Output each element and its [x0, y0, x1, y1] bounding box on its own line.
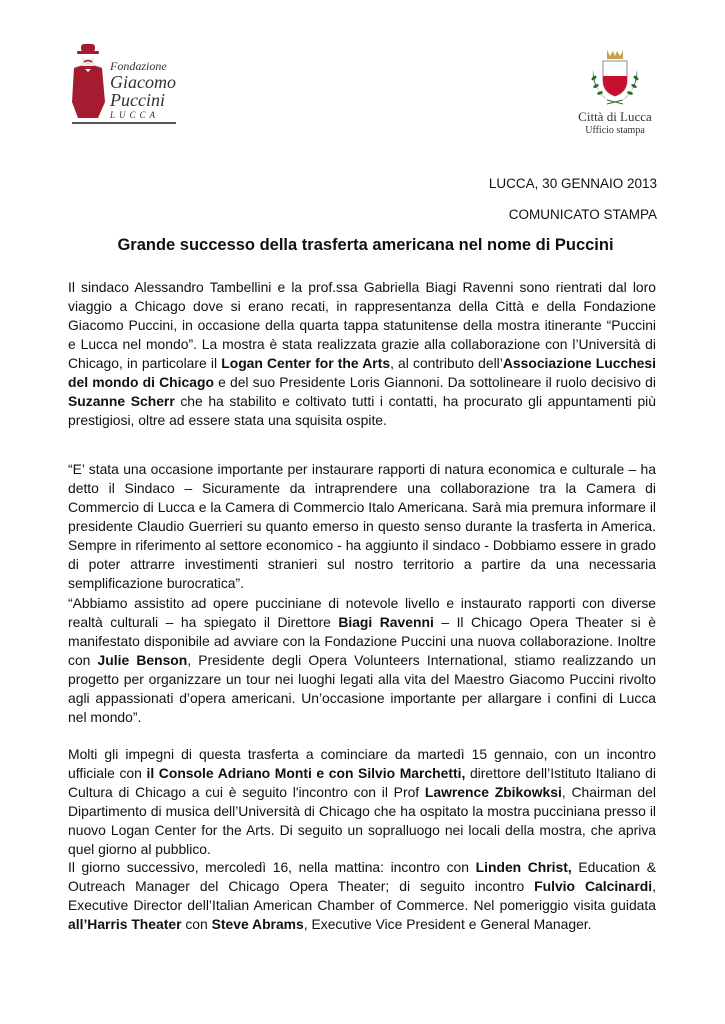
document-type: COMUNICATO STAMPA — [508, 207, 657, 222]
puccini-figure-icon — [68, 42, 108, 120]
text-segment: e del suo Presidente Loris Giannoni. Da sottolineare il ruolo decisivo di — [213, 374, 656, 390]
logo-line-3: Puccini — [110, 90, 165, 110]
text-segment: “E’ stata una occasione importante per instaurare rapporti di natura economica e culturale – ha detto il Sindaco – Sicuramente da intraprendere una collaborazione tra la Camera di Commercio di Lucca e la Camera di Commercio Italo Americana. Sarà mia premura informare il presidente Claudio Guerrieri su quanto emerso in questo senso durante la trasferta in America. Sempre in riferimento al settore economico - ha aggiunto il sindaco - Dobbiamo essere in grado di poter attrarre investimenti stranieri sul nostro territorio a partire da una necessaria semplificazione burocratica”. — [68, 461, 656, 591]
text-segment: , Chairman del Dipartimento di musica dell’Università di Chicago che ha ospitato la mostra pucciniana presso il nuovo Logan Center for the Arts. Di seguito un sopralluogo nei locali della mostra, che apriva quel giorno al pubblico. — [68, 784, 656, 857]
bold-text: Julie Benson — [97, 652, 188, 668]
citta-di-lucca-logo — [565, 48, 665, 143]
text-segment: direttore dell’Istituto Italiano di Cultura di Chicago a cui è seguito l'incontro con il Prof — [68, 765, 656, 800]
document-title: Grande successo della trasferta americana nel nome di Puccini — [117, 236, 614, 254]
bold-text: Logan Center for the Arts — [221, 355, 391, 371]
bold-text: Steve Abrams — [211, 916, 304, 932]
text-segment: Il giorno successivo, mercoledì 16, nella mattina: incontro con — [68, 859, 476, 875]
office-name: Ufficio stampa — [585, 125, 645, 136]
text-segment: , Executive Vice President e General Manager. — [303, 916, 592, 932]
text-segment: , al contributo dell’ — [390, 355, 503, 371]
bold-text: Lawrence Zbikowksi — [424, 784, 562, 800]
body-paragraph-4 — [68, 745, 656, 859]
logo-underline — [72, 122, 176, 124]
logo-line-1: Fondazione — [110, 59, 167, 73]
bold-text: Fulvio Calcinardi — [534, 878, 653, 894]
bold-text: il Console Adriano Monti e con Silvio Marchetti, — [146, 765, 466, 781]
body-paragraph-3 — [68, 594, 656, 727]
text-segment: , Presidente degli Opera Volunteers International, stiamo realizzando un progetto per organizzare un tour nei luoghi legati alla vita del Maestro Giacomo Puccini rivolto agli appassionati d’opera americani. Un’occasione importante per allargare i confini di Lucca nel mondo”. — [68, 652, 656, 725]
body-paragraph-5 — [68, 858, 656, 934]
fondazione-puccini-logo — [66, 42, 176, 132]
text-segment: Il sindaco Alessandro Tambellini e la prof.ssa Gabriella Biagi Ravenni sono rientrati dal loro viaggio a Chicago dove si erano recati, in rappresentanza della Città e della Fondazione Giacomo Puccini, in occasione della quarta tappa statunitense della mostra itinerante “Puccini e Lucca nel mondo”. La mostra è stata realizzata grazie alla collaborazione con l’Università di Chicago, in particolare il — [68, 279, 656, 371]
body-paragraph-2 — [68, 460, 656, 593]
logo-line-2: Giacomo — [110, 72, 176, 92]
text-segment: Molti gli impegni di questa trasferta a cominciare da martedì 15 gennaio, con un incontro ufficiale con — [68, 746, 656, 781]
fondazione-logo-text — [110, 60, 176, 120]
text-segment: – Il Chicago Opera Theater si è manifestato disponibile ad avviare con la Fondazione Puccini una nuova collaborazione. Inoltre con — [68, 614, 657, 668]
text-segment: Education & Outreach Manager del Chicago Opera Theater; di seguito incontro — [68, 859, 656, 894]
document-date: LUCCA, 30 GENNAIO 2013 — [488, 176, 657, 191]
city-name: Città di Lucca — [578, 109, 652, 124]
bold-text: Biagi Ravenni — [338, 614, 434, 630]
bold-text: Linden Christ, — [475, 859, 572, 875]
bold-text: all’Harris Theater — [68, 916, 182, 932]
text-segment: “Abbiamo assistito ad opere pucciniane di notevole livello e instaurato rapporti con diverse realtà culturali – ha spiegato il Direttore — [68, 595, 656, 630]
logo-line-4: LUCCA — [110, 110, 160, 120]
text-segment: con — [181, 916, 212, 932]
bold-text: Suzanne Scherr — [68, 393, 175, 409]
body-paragraph-1 — [68, 278, 656, 430]
bold-text: Associazione Lucchesi del mondo di Chicago — [68, 355, 656, 390]
text-segment: , Executive Director dell’Italian American Chamber of Commerce. Nel pomeriggio visita guidata — [68, 878, 656, 913]
text-segment: che ha stabilito e coltivato tutti i contatti, ha procurato gli appuntamenti più prestigiosi, oltre ad essere stata una squisita ospite. — [68, 393, 656, 428]
lucca-crest-icon — [585, 48, 645, 106]
